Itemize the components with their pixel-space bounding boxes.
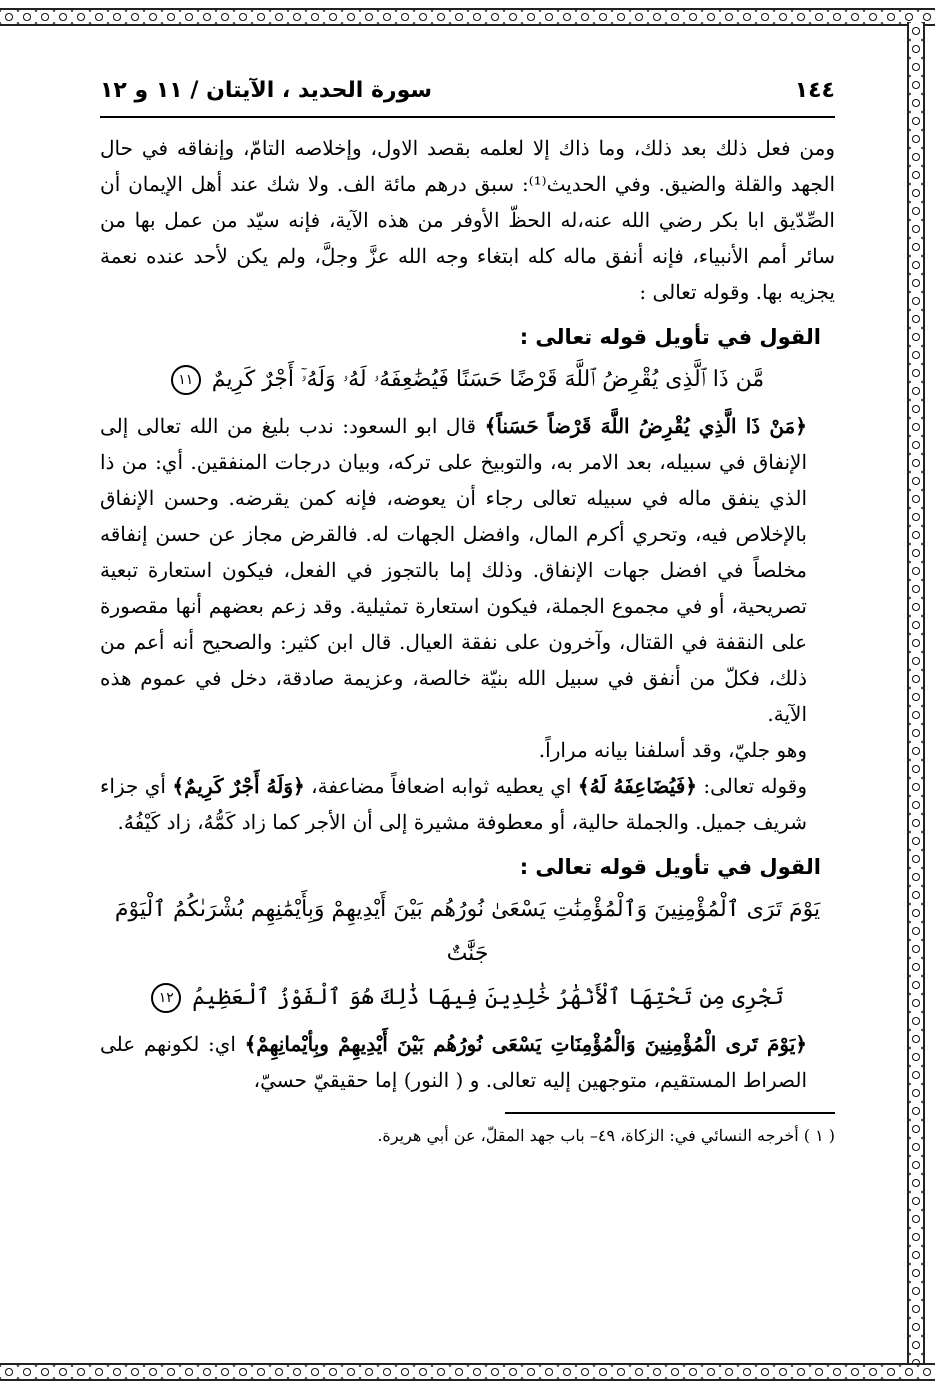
paragraph-5-text: اي: لكونهم على الصراط المستقيم، متوجهين إليه تعالى. و ( النور) إما حقيقيّ حسيّ، (100, 1032, 807, 1092)
verse-12-line-2-wrap (100, 976, 835, 1020)
verse-12-line-1: يَوْمَ تَرَى ٱلْمُؤْمِنِينَ وَٱلْمُؤْمِنَٰتِ يَسْعَىٰ نُورُهُم بَيْنَ أَيْدِيهِمْ وَبِأَيْمَٰنِهِم بُشْرَىٰكُمُ ٱلْيَوْمَ جَنَّٰتٌ (114, 897, 821, 966)
verse-12-line-2: تَجْرِى مِن تَحْتِهَا ٱلْأَنْهَٰرُ خَٰلِدِينَ فِيهَا ذَٰلِكَ هُوَ ٱلْفَوْزُ ٱلْعَظِيمُ (192, 985, 784, 1010)
bottom-border-ornament (0, 1363, 935, 1381)
quran-verse-11 (100, 358, 835, 402)
footnote-1: ( ١ ) أخرجه النسائي في: الزكاة، ٤٩– باب جهد المقلّ، عن أبي هريرة. (377, 1126, 835, 1145)
footnote-separator (505, 1112, 835, 1114)
paragraph-2 (100, 408, 835, 732)
text-area (100, 78, 835, 1150)
page-number: ١٤٤ (794, 78, 835, 103)
section-heading-1: القول في تأويل قوله تعالى : (519, 325, 821, 349)
paragraph-2-text: قال ابو السعود: ندب بليغ من الله تعالى إلى الإنفاق في سبيله، بعد الامر به، والتوبيخ على تركه، وبيان درجات المنفقين. أي: من ذا الذي ينفق ماله في سبيله تعالى رجاء أن يعوضه، فإنه كمن يقرضه. وحسن الإنفاق بالإخلاص فيه، وتحري أكرم المال، وافضل الجهات له. فالقرض مجاز عن حسن إنفاقه مخلصاً في افضل جهات الإنفاق. وذلك إما بالتجوز في الفعل، فيكون استعارة تبعية تصريحية، أو في مجموع الجملة، فيكون استعارة تمثيلية. وقد زعم بعضهم أنها مقصورة على النقفة في القتال، وآخرون على نفقة العيال. قال ابن كثير: والصحيح أنه أعم من ذلك، فكلّ من أنفق في سبيل الله بنيّة خالصة، وعزيمة صادقة، دخل في عموم هذه الآية. (100, 414, 807, 726)
paragraph-5 (100, 1026, 835, 1098)
paragraph-4-quote-1: ﴿فَيُضَاعِفَهُ لَهُ﴾ (577, 774, 697, 798)
verse-11-text: مَّن ذَا ٱلَّذِى يُقْرِضُ ٱللَّهَ قَرْضًا حَسَنًا فَيُضَٰعِفَهُۥ لَهُۥ وَلَهُۥٓ أَجْرٌ كَرِيمٌ (211, 367, 765, 392)
running-head (100, 78, 835, 118)
paragraph-2-quote: ﴿مَنْ ذَا الَّذِي يُقْرِضُ اللَّهَ قَرْضاً حَسَناً﴾ (484, 414, 807, 438)
paragraph-4-intro: وقوله تعالى: (696, 774, 807, 798)
paragraph-4-end: أي جزاء شريف جميل. والجملة حالية، أو معطوفة مشيرة إلى أن الأجر كما زاد كَمُّهُ، زاد كَيْفُهُ. (100, 774, 807, 834)
running-title: سورة الحديد ، الآيتان / ١١ و ١٢ (100, 78, 433, 103)
body-text (100, 130, 835, 1098)
section-heading-2: القول في تأويل قوله تعالى : (519, 855, 821, 879)
right-border-ornament (907, 22, 925, 1363)
verse-12-number: ١٢ (151, 983, 181, 1013)
paragraph-3: وهو جليّ، وقد أسلفنا بيانه مراراً. (538, 738, 807, 762)
verse-11-number: ١١ (171, 365, 201, 395)
quran-verse-12 (100, 888, 835, 1020)
paragraph-4-quote-2: ﴿وَلَهُ أَجْرٌ كَرِيمٌ﴾ (172, 774, 305, 798)
top-border-ornament (0, 8, 935, 26)
paragraph-1: ومن فعل ذلك بعد ذلك، وما ذاك إلا لعلمه بقصد الاول، وإخلاصه التامّ، وإنفاقه في حال الجهد والقلة والضيق. وفي الحديث⁽¹⁾: سبق درهم مائة الف. ولا شك عند أهل الإيمان أن الصِّدّيق ابا بكر رضي الله عنه،له الحظّ الأوفر من هذه الآية، فإنه سيّد من عمل بها من سائر أمم الأنبياء، فإنه أنفق ماله كله ابتغاء وجه الله عزَّ وجلَّ، ولم يكن لأحد عنده نعمة يجزيه بها. وقوله تعالى : (100, 136, 836, 304)
paragraph-5-quote: ﴿يَوْمَ تَرى الْمُؤْمِنِينَ وَالْمُؤْمِنَاتِ يَسْعَى نُورُهُم بَيْنَ أَيْدِيهِمْ وبِأيْمانِهِمْ﴾ (244, 1032, 807, 1056)
paragraph-4-mid: اي يعطيه ثوابه اضعافاً مضاعفة، (304, 774, 578, 798)
paragraph-4 (100, 768, 835, 840)
